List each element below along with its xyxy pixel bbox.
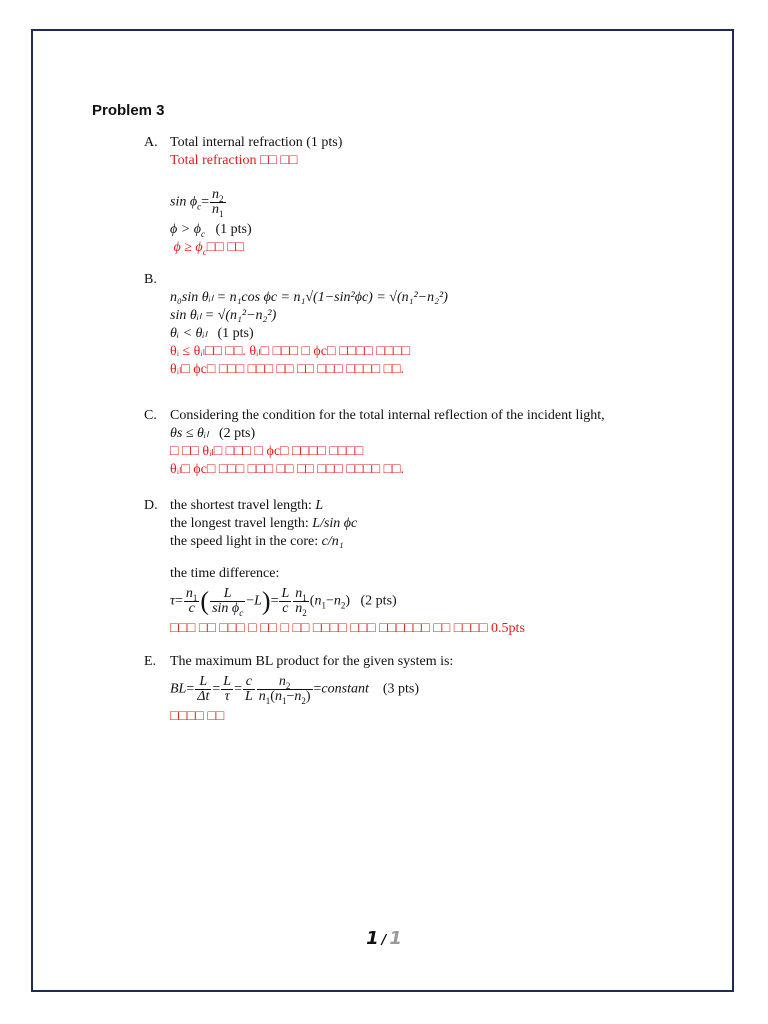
part-e-red-note: □□□□ □□	[170, 709, 225, 724]
part-d-label: D.	[144, 498, 158, 513]
part-c-inequality: θs ≤ θᵢₗ (2 pts)	[170, 426, 256, 441]
part-b-red-note-2: θᵢₗ□ ϕc□ □□□ □□□ □□ □□ □□□ □□□□ □□.	[170, 362, 404, 377]
part-c	[144, 407, 724, 479]
part-a-question: Total internal refraction (1 pts)	[170, 135, 343, 150]
part-a-inequality: $\phi > \phi_c$ (1 pts)	[170, 222, 252, 239]
page-total: 1	[389, 928, 402, 949]
part-c-question: Considering the condition for the total internal reflection of the incident light,	[170, 408, 605, 423]
part-e-equation: BL= $\frac{L}{\Delta t}$ = $\frac{L}{\tau}$ = $\frac{c}{L}$ $\frac{n_2}{n_1(n_1-n_2)}$ =constant (3 pts)	[170, 674, 420, 706]
part-c-red-note-2: θᵢₗ□ ϕc□ □□□ □□□ □□ □□ □□□ □□□□ □□.	[170, 462, 404, 477]
part-d-equation: τ= $\frac{n_1}{c}$ ( $\frac{L}{\sin \phi_c}$ −L)= $\frac{L}{c}$ $\frac{n_1}{n_2}$ $(n_1-n_2)$ (2 pts)	[170, 586, 397, 618]
part-d	[144, 497, 724, 638]
part-c-label: C.	[144, 408, 157, 423]
part-d-time-difference-label: the time difference:	[170, 566, 280, 581]
part-a	[144, 134, 724, 257]
part-c-red-note-1: □ □□ θᵢₗ□ □□□ □ ϕc□ □□□□ □□□□	[170, 444, 364, 459]
part-d-shortest: the shortest travel length: L	[170, 498, 324, 513]
part-b	[144, 271, 724, 379]
part-a-red-note-1: Total refraction □□ □□	[170, 153, 298, 168]
part-d-longest: the longest travel length: L/sin ϕc	[170, 516, 358, 531]
part-d-speed: the speed light in the core: c/n₁	[170, 534, 344, 549]
part-b-label: B.	[144, 272, 157, 287]
part-b-inequality: θᵢ < θᵢₗ (1 pts)	[170, 326, 254, 341]
part-a-equation: $\sin \phi_c=$ $\frac{n_2}{n_1}$	[170, 187, 224, 219]
part-b-equation-1: n₀sin θᵢₗ = n₁cos ϕc = n₁√(1−sin²ϕc) = √(n₁²−n₂²)	[170, 290, 448, 305]
problem-title: Problem 3	[92, 102, 165, 119]
page-current: 1	[366, 928, 379, 949]
page-separator: /	[381, 933, 387, 948]
part-a-red-note-2: $\phi \ge \phi_c□□$ □□	[173, 240, 245, 257]
part-b-equation-2: sin θᵢₗ = √(n₁²−n₂²)	[170, 308, 277, 323]
part-b-red-note-1: θᵢ ≤ θᵢₗ□□ □□. θᵢₗ□ □□□ □ ϕc□ □□□□ □□□□	[170, 344, 411, 359]
part-e	[144, 653, 724, 726]
page-number	[0, 928, 768, 949]
part-e-question: The maximum BL product for the given system is:	[170, 654, 454, 669]
part-d-red-note: □□□ □□ □□□ □ □□ □ □□ □□□□ □□□ □□□□□□ □□ □□□□ 0.5pts	[170, 621, 525, 636]
part-e-label: E.	[144, 654, 157, 669]
part-a-label: A.	[144, 135, 158, 150]
